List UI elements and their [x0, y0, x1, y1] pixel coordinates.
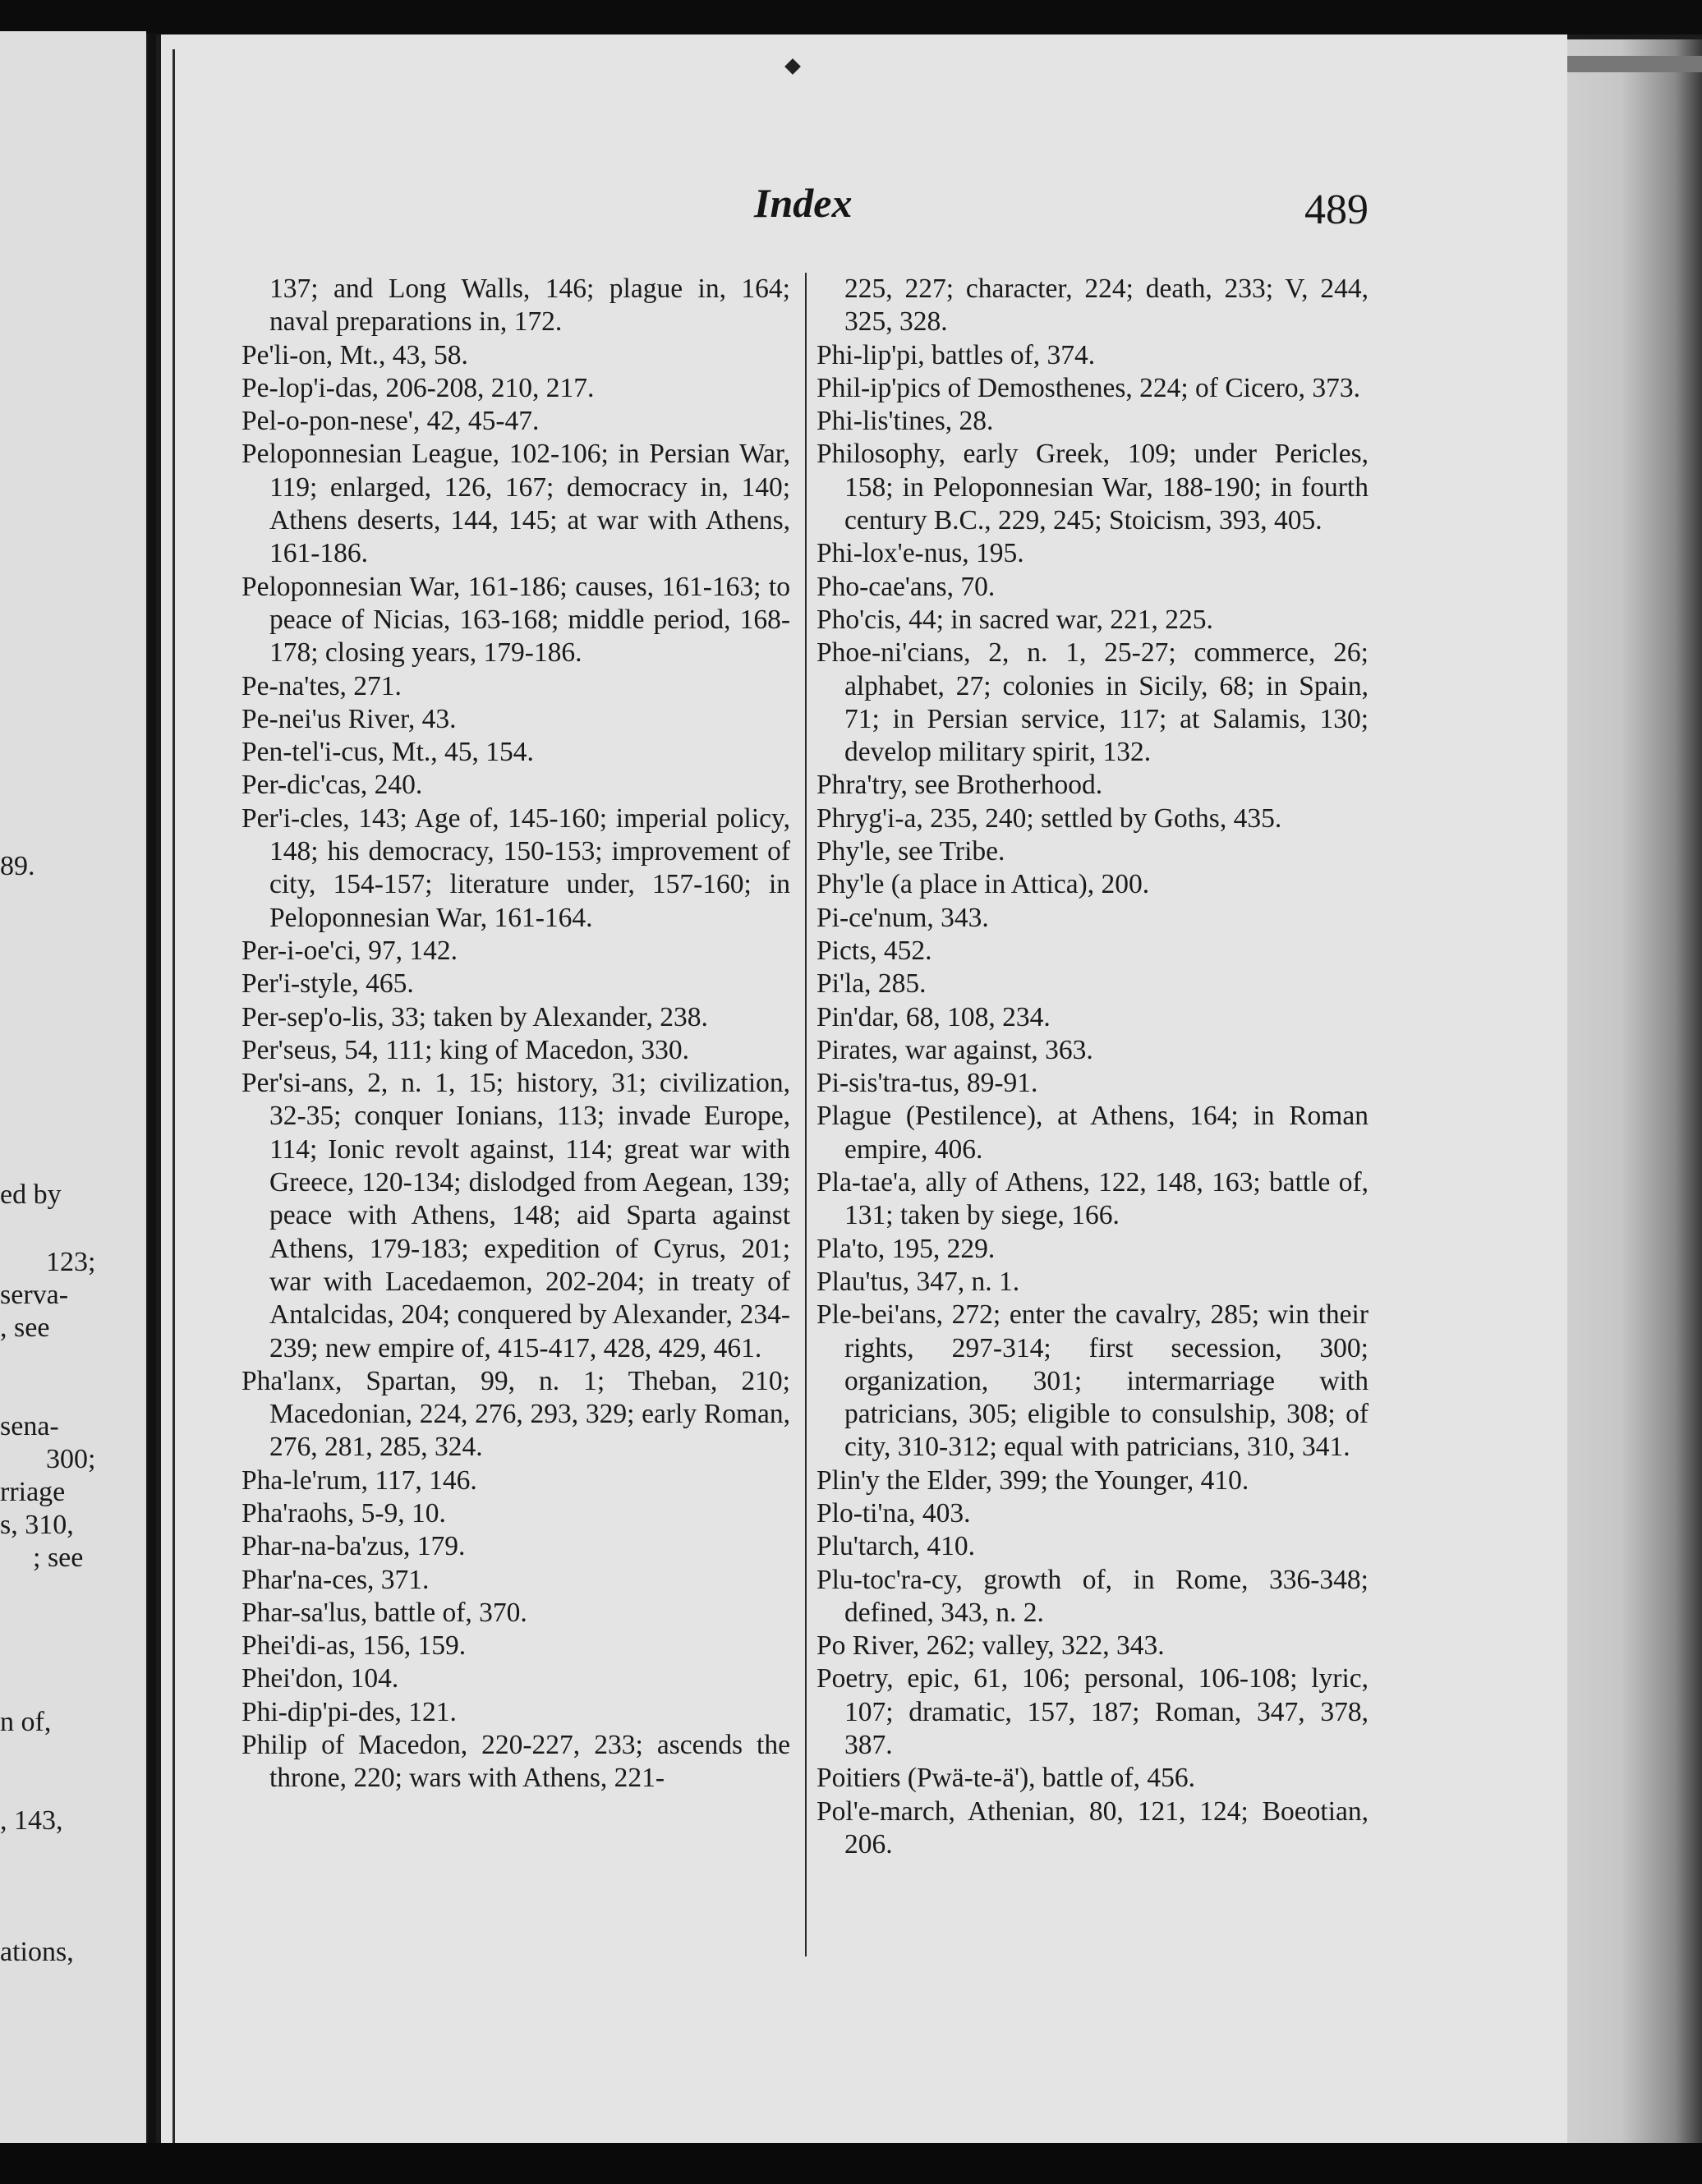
index-entry: Phei'di-as, 156, 159. [242, 1630, 467, 1662]
left-fragment: 89. [0, 851, 35, 881]
index-entry: Phar-sa'lus, battle of, 370. [242, 1597, 527, 1628]
index-entry: Phoe-ni'cians, 2, n. 1, 25-27; commerce, 26; alphabet, 27; colonies in Sicily, 68; in Spain, 71; in Persian service, 117; at Salamis, 130; develop military spirit, 132. [816, 637, 1368, 768]
index-column-left [242, 273, 790, 1795]
index-entry: Peloponnesian League, 102-106; in Persian War, 119; enlarged, 126, 167; democracy in, 140; Athens deserts, 144, 145; at war with Athens, 161-186. [242, 439, 790, 569]
left-fragment: ed by [0, 1179, 62, 1210]
index-entry: Per-i-oe'ci, 97, 142. [242, 935, 458, 966]
index-entry: Phil-ip'pics of Demosthenes, 224; of Cicero, 373. [816, 372, 1360, 403]
index-entry: Pho'cis, 44; in sacred war, 221, 225. [816, 604, 1213, 635]
index-entry: Plin'y the Elder, 399; the Younger, 410. [816, 1464, 1249, 1496]
left-fragment: n of, [0, 1707, 52, 1737]
index-entry: Phi-dip'pi-des, 121. [242, 1696, 457, 1727]
index-entry: Phei'don, 104. [242, 1663, 399, 1694]
index-entry: Plu-toc'ra-cy, growth of, in Rome, 336-348; defined, 343, n. 2. [816, 1564, 1368, 1628]
index-entry: Pha-le'rum, 117, 146. [242, 1464, 477, 1496]
left-fragment: ; see [33, 1543, 84, 1573]
scan-bottom-border [0, 2143, 1702, 2184]
left-fragment: 123; [46, 1247, 96, 1277]
left-fragment: s, 310, [0, 1510, 74, 1540]
index-entry: Phryg'i-a, 235, 240; settled by Goths, 435. [816, 802, 1282, 834]
index-entry: Pi-ce'num, 343. [816, 902, 989, 933]
index-entry: Phy'le (a place in Attica), 200. [816, 869, 1150, 900]
left-fragment: , see [0, 1313, 50, 1343]
column-divider [805, 273, 807, 1956]
running-head-title: Index [754, 180, 853, 226]
page-number: 489 [1304, 186, 1368, 233]
left-fragment: rriage [0, 1477, 66, 1507]
index-entry: Pel-o-pon-nese', 42, 45-47. [242, 406, 540, 437]
index-entry: Per'i-cles, 143; Age of, 145-160; imperial policy, 148; his democracy, 150-153; improvement of city, 154-157; literature under, 157-160; in Peloponnesian War, 161-164. [242, 802, 790, 933]
left-fragment: sena- [0, 1411, 59, 1441]
index-entry: Plu'tarch, 410. [816, 1531, 976, 1562]
index-entry: Pe-nei'us River, 43. [242, 703, 457, 734]
right-page-edge [1567, 39, 1702, 2167]
index-entry: Pha'lanx, Spartan, 99, n. 1; Theban, 210; Macedonian, 224, 276, 293, 329; early Roman, 276, 281, 285, 324. [242, 1365, 790, 1463]
index-entry-continuation: 137; and Long Walls, 146; plague in, 164; naval preparations in, 172. [269, 274, 790, 338]
index-entry: Ple-bei'ans, 272; enter the cavalry, 285; win their rights, 297-314; first secession, 300; organization, 301; intermarriage with patricians, 305; eligible to consulship, 308; of city, 310-312; equal with patricians, 310, 341. [816, 1299, 1368, 1463]
index-entry: Phi-lis'tines, 28. [816, 406, 994, 437]
index-entry: Phi-lip'pi, battles of, 374. [816, 339, 1096, 370]
page-margin-line [172, 49, 175, 2168]
index-entry: Peloponnesian War, 161-186; causes, 161-163; to peace of Nicias, 163-168; middle period, 168-178; closing years, 179-186. [242, 571, 790, 669]
index-entry-continuation: 225, 227; character, 224; death, 233; V, 244, 325, 328. [844, 274, 1368, 338]
index-entry: Phi-lox'e-nus, 195. [816, 538, 1024, 569]
left-fragment: serva- [0, 1280, 69, 1310]
index-entry: Pi'la, 285. [816, 968, 927, 1000]
index-entry: Philip of Macedon, 220-227, 233; ascends the throne, 220; wars with Athens, 221- [242, 1730, 790, 1794]
index-entry: Poetry, epic, 61, 106; personal, 106-108; lyric, 107; dramatic, 157, 187; Roman, 347, 378, 387. [816, 1663, 1368, 1761]
adjacent-page-edge [0, 31, 146, 2175]
index-entry: Pi-sis'tra-tus, 89-91. [816, 1068, 1038, 1099]
index-entry: Per'si-ans, 2, n. 1, 15; history, 31; civilization, 32-35; conquer Ionians, 113; invade Europe, 114; Ionic revolt against, 114; great war with Greece, 120-134; dislodged from Aegean, 139; peace with Athens, 148; aid Sparta against Athens, 179-183; expedition of Cyrus, 201; war with Lacedaemon, 202-204; in treaty of Antalcidas, 204; conquered by Alexander, 234-239; new empire of, 415-417, 428, 429, 461. [242, 1068, 790, 1363]
index-entry: Pla'to, 195, 229. [816, 1233, 996, 1264]
index-entry: Pin'dar, 68, 108, 234. [816, 1001, 1051, 1032]
index-entry: Philosophy, early Greek, 109; under Pericles, 158; in Peloponnesian War, 188-190; in fourth century B.C., 229, 245; Stoicism, 393, 405. [816, 439, 1368, 536]
index-entry: Plau'tus, 347, n. 1. [816, 1266, 1020, 1297]
index-entry: Phar-na-ba'zus, 179. [242, 1531, 466, 1562]
index-entry: Phy'le, see Tribe. [816, 836, 1005, 867]
index-entry: Phar'na-ces, 371. [242, 1564, 430, 1595]
index-entry: Per'i-style, 465. [242, 968, 414, 1000]
index-entry: Pho-cae'ans, 70. [816, 571, 996, 602]
index-entry: Poitiers (Pwä-te-ä'), battle of, 456. [816, 1763, 1195, 1794]
left-fragment: 300; [46, 1444, 96, 1474]
index-entry: Pe-na'tes, 271. [242, 670, 402, 701]
index-entry: Phra'try, see Brotherhood. [816, 770, 1103, 801]
index-entry: Plague (Pestilence), at Athens, 164; in Roman empire, 406. [816, 1101, 1368, 1165]
index-entry: Pen-tel'i-cus, Mt., 45, 154. [242, 737, 534, 768]
index-entry: Per-dic'cas, 240. [242, 770, 423, 801]
index-column-right [816, 273, 1368, 1861]
index-entry: Pirates, war against, 363. [816, 1034, 1093, 1065]
book-gutter [148, 33, 156, 2168]
index-entry: Pol'e-march, Athenian, 80, 121, 124; Boeotian, 206. [816, 1795, 1368, 1860]
index-entry: Pe'li-on, Mt., 43, 58. [242, 339, 468, 370]
index-entry: Per'seus, 54, 111; king of Macedon, 330. [242, 1034, 690, 1065]
index-entry: Per-sep'o-lis, 33; taken by Alexander, 238. [242, 1001, 708, 1032]
left-fragment: ations, [0, 1937, 74, 1967]
index-entry: Po River, 262; valley, 322, 343. [816, 1630, 1165, 1662]
index-entry: Pla-tae'a, ally of Athens, 122, 148, 163; battle of, 131; taken by siege, 166. [816, 1167, 1368, 1231]
index-entry: Pe-lop'i-das, 206-208, 210, 217. [242, 372, 595, 403]
index-entry: Pha'raohs, 5-9, 10. [242, 1497, 446, 1529]
scan-top-border [0, 0, 1702, 34]
index-entry: Plo-ti'na, 403. [816, 1497, 971, 1529]
left-fragment: , 143, [0, 1805, 63, 1836]
index-entry: Picts, 452. [816, 935, 932, 966]
